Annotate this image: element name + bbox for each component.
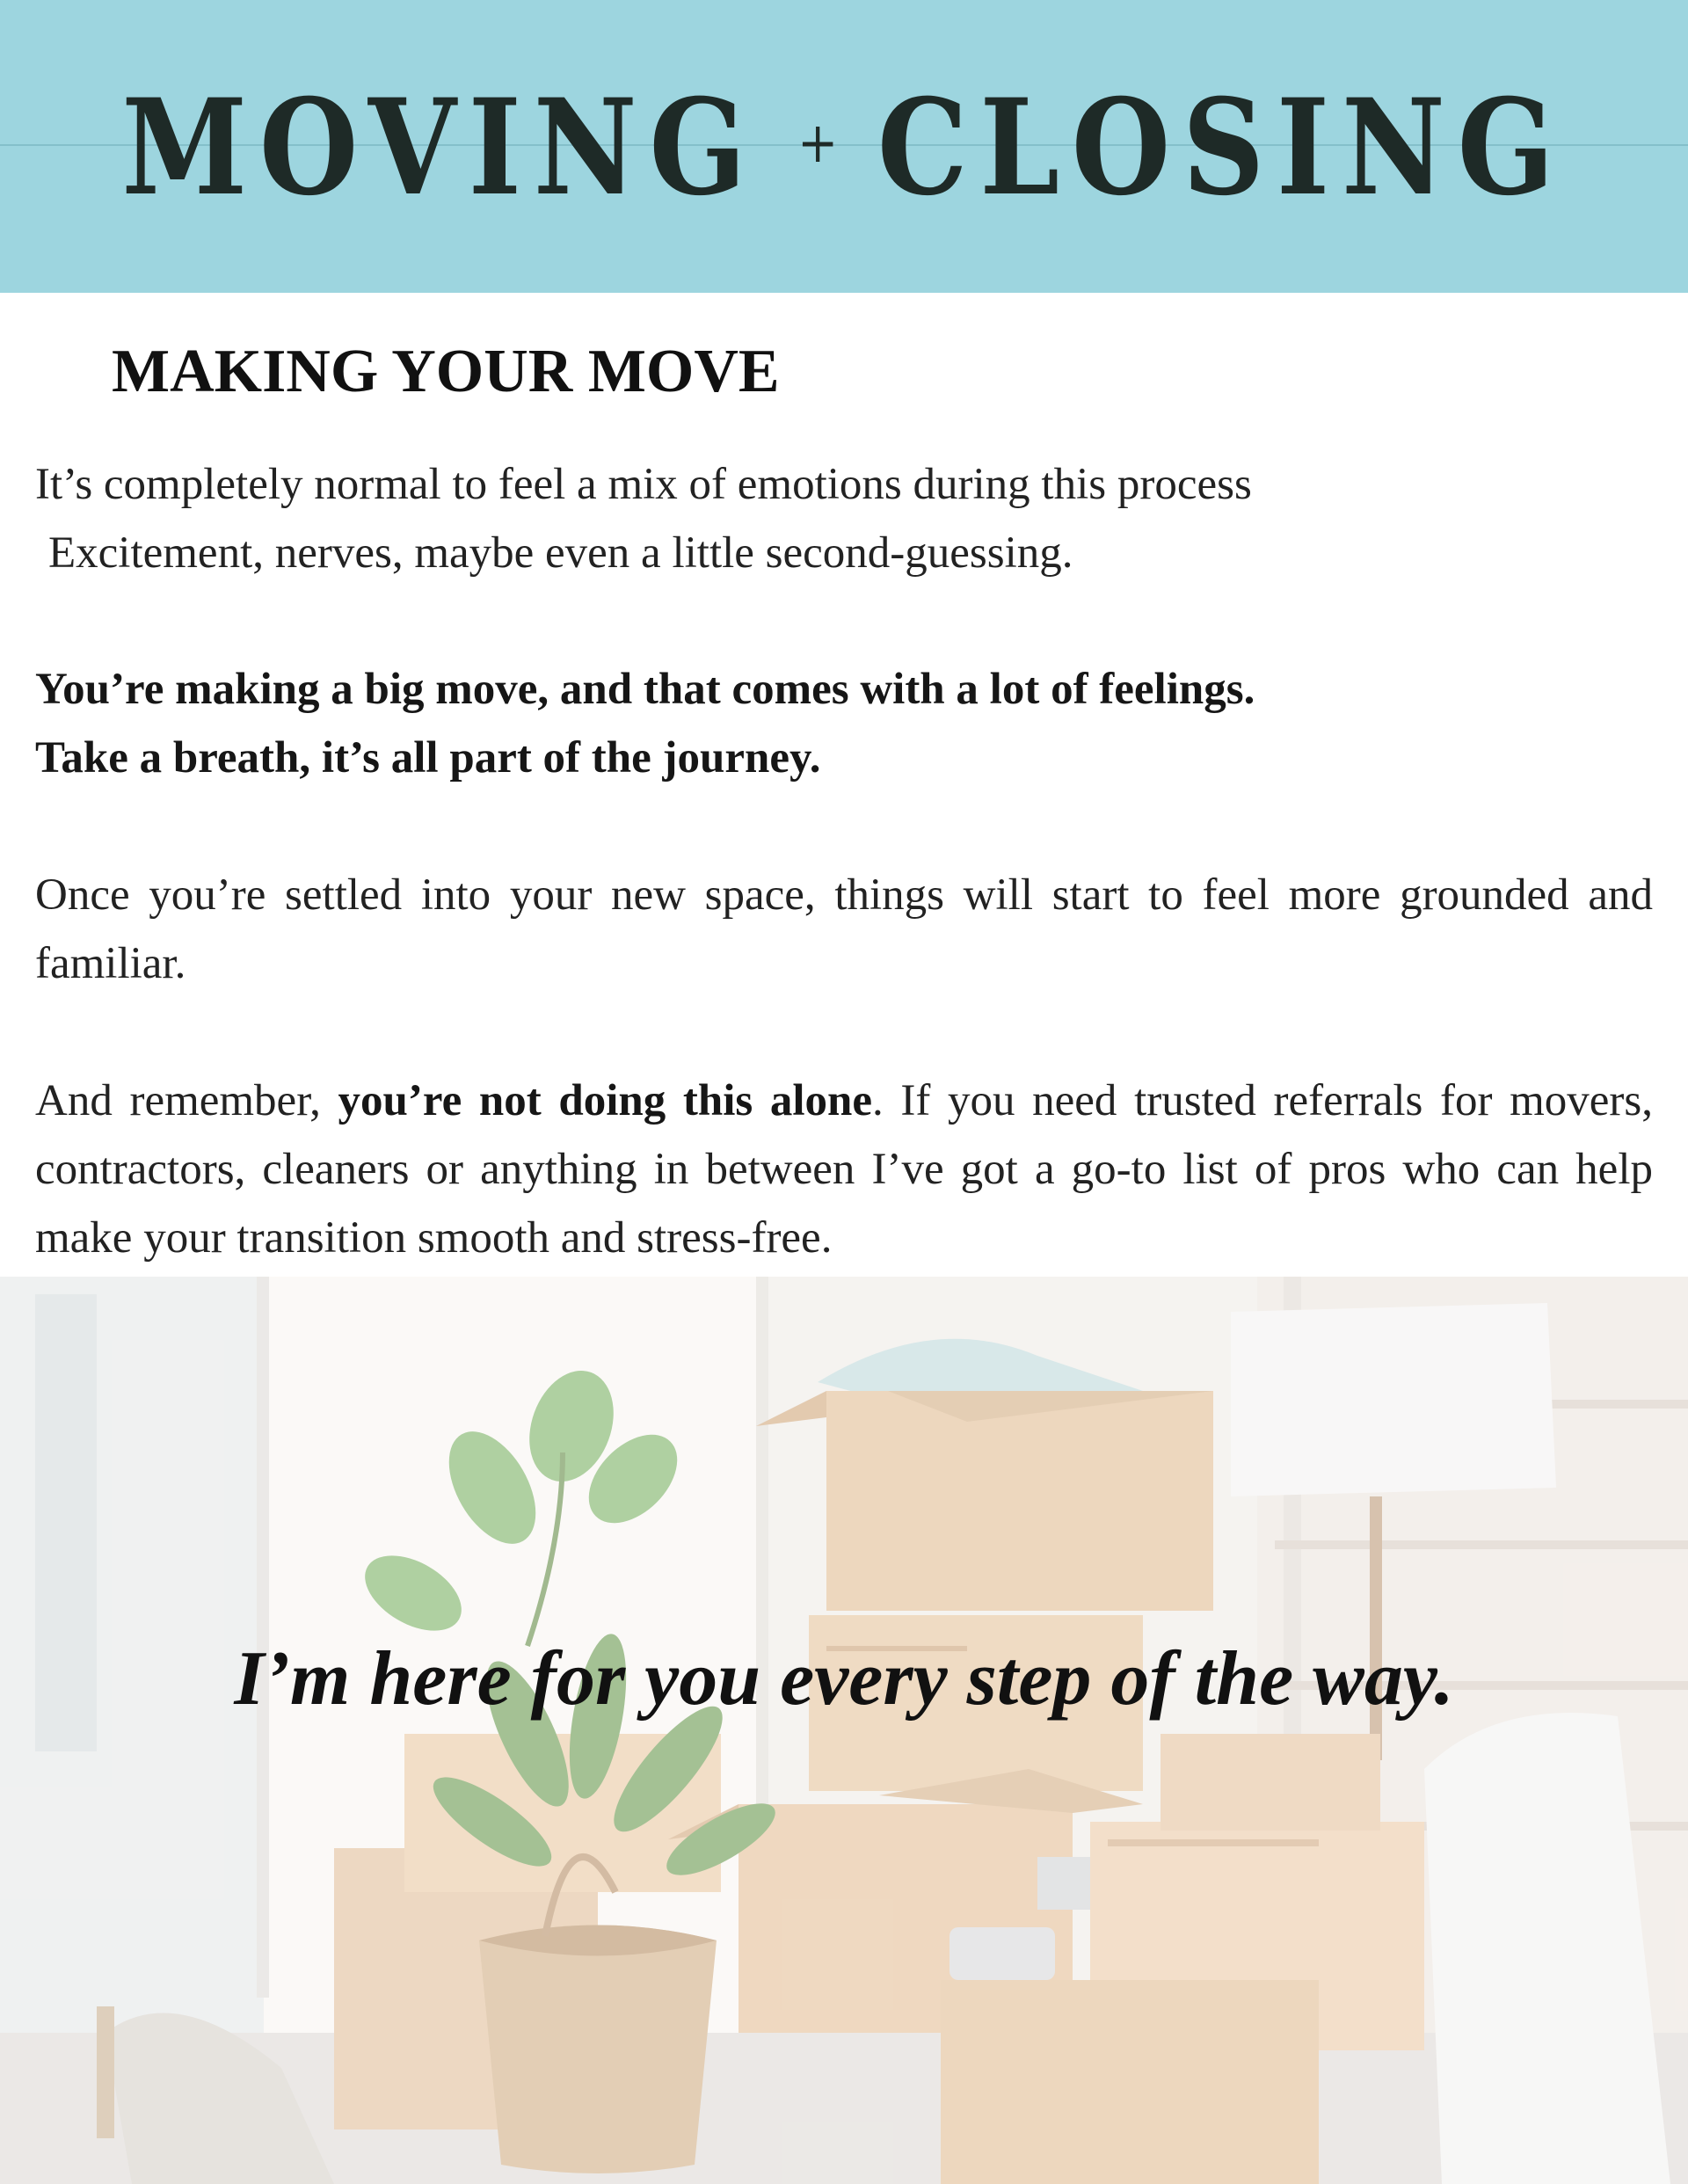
paragraph-line: You’re making a big move, and that comes with a lot of feelings. bbox=[35, 665, 1255, 714]
paragraph-settled: Once you’re settled into your new space, things will start to feel more grounded and familiar. bbox=[35, 870, 1653, 988]
paragraph-referrals bbox=[35, 1067, 1653, 1272]
paragraph-big-move bbox=[35, 655, 1653, 792]
page-title bbox=[118, 69, 1569, 227]
title-moving: MOVING bbox=[121, 70, 759, 225]
paragraph-line: Excitement, nerves, maybe even a little second-guessing. bbox=[48, 528, 1073, 578]
header-banner bbox=[0, 0, 1688, 293]
paragraph-line: Take a breath, it’s all part of the journey. bbox=[35, 733, 821, 783]
paragraph-text: And remember, bbox=[35, 1076, 338, 1125]
paragraph-text: . If you need trusted referrals for movers, contractors, cleaners or anything in between I’ve got a go-to list of pros who can help make your transition smooth and stress-free. bbox=[35, 1076, 1653, 1263]
paragraph-emphasis: you’re not doing this alone bbox=[338, 1076, 873, 1125]
paragraph-emotions bbox=[35, 450, 1653, 587]
tagline: I’m here for you every step of the way. bbox=[234, 1636, 1454, 1722]
moving-boxes-photo bbox=[0, 1277, 1688, 2184]
paragraph-line: It’s completely normal to feel a mix of emotions during this process bbox=[35, 460, 1252, 509]
section-heading: MAKING YOUR MOVE bbox=[112, 338, 780, 405]
title-plus: + bbox=[797, 111, 839, 176]
title-closing: CLOSING bbox=[877, 70, 1567, 225]
photo-overlay bbox=[0, 1277, 1688, 2184]
